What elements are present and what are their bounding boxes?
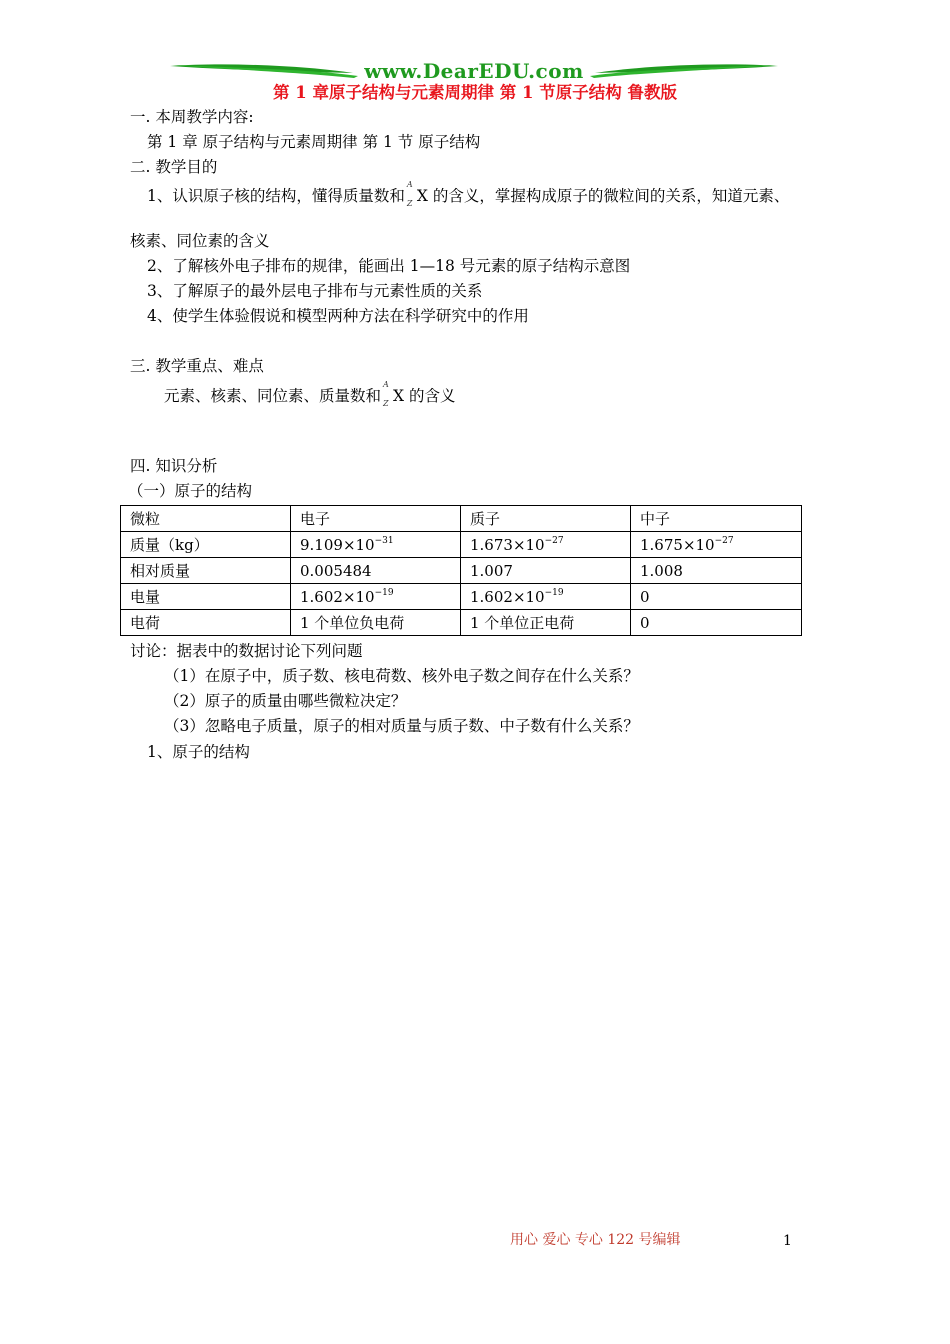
nuclide-symbol: [381, 380, 393, 408]
table-header-cell: 质子: [461, 506, 631, 532]
table-row: [121, 532, 802, 558]
goal-4: 4、使学生体验假说和模型两种方法在科学研究中的作用: [147, 307, 529, 325]
table-header-cell: 微粒: [121, 506, 291, 532]
section-2-heading: 二. 教学目的: [130, 158, 218, 176]
next-section-heading: 1、原子的结构: [147, 743, 250, 761]
cell-exponent: −27: [544, 535, 564, 546]
cell-exponent: −19: [374, 587, 394, 598]
goal-1-text-b: X 的含义，掌握构成原子的微粒间的关系，知道元素、: [416, 187, 790, 205]
mass-number-symbol: A: [383, 380, 389, 389]
table-row: [121, 584, 802, 610]
table-cell: 0: [631, 610, 802, 636]
cell-exponent: −19: [544, 587, 564, 598]
table-cell: 1 个单位负电荷: [291, 610, 461, 636]
table-header-cell: 中子: [631, 506, 802, 532]
cell-exponent: −27: [714, 535, 734, 546]
goal-2: 2、了解核外电子排布的规律，能画出 1—18 号元素的原子结构示意图: [147, 257, 631, 275]
subsection-heading: （一）原子的结构: [128, 482, 253, 500]
row-label: 质量（kg）: [121, 532, 291, 558]
row-label: 电荷: [121, 610, 291, 636]
mass-number-symbol: A: [406, 180, 413, 189]
atomic-number-symbol: Z: [406, 199, 413, 208]
discussion-question-2: （2）原子的质量由哪些微粒决定？: [164, 692, 407, 710]
discussion-question-1: （1）在原子中，质子数、核电荷数、核外电子数之间存在什么关系？: [164, 667, 639, 685]
cell-value: 1.675×10: [640, 535, 715, 554]
row-label: 电量: [121, 584, 291, 610]
nuclide-symbol: [405, 180, 417, 208]
table-row: [121, 610, 802, 636]
table-row: [121, 558, 802, 584]
cell-value: 1.673×10: [470, 535, 545, 554]
table-cell: [461, 584, 631, 610]
particle-properties-table: [120, 505, 802, 636]
cell-value: 1.602×10: [300, 587, 375, 606]
key-points-text-a: 元素、核素、同位素、质量数和: [164, 387, 382, 405]
goal-1-continuation: 核素、同位素的含义: [130, 232, 270, 250]
table-cell: [291, 584, 461, 610]
atomic-number-symbol: Z: [383, 399, 389, 408]
site-name: www.DearEDU.com: [364, 59, 584, 83]
goal-1-line: [147, 180, 790, 208]
goal-1-text-a: 1、认识原子核的结构，懂得质量数和: [147, 187, 405, 205]
discussion-question-3: （3）忽略电子质量，原子的相对质量与质子数、中子数有什么关系？: [164, 717, 639, 735]
table-cell: [631, 532, 802, 558]
table-header-cell: 电子: [291, 506, 461, 532]
footer-text: 用心 爱心 专心 122 号编辑: [510, 1232, 681, 1248]
table-header-row: [121, 506, 802, 532]
table-cell: 1.008: [631, 558, 802, 584]
section-4-heading: 四. 知识分析: [130, 457, 218, 475]
table-cell: 1 个单位正电荷: [461, 610, 631, 636]
key-points-line: [164, 380, 456, 408]
goal-3: 3、了解原子的最外层电子排布与元素性质的关系: [147, 282, 483, 300]
discussion-intro: 讨论：据表中的数据讨论下列问题: [130, 642, 363, 660]
cell-exponent: −31: [374, 535, 394, 546]
site-banner: [168, 56, 780, 86]
cell-value: 9.109×10: [300, 535, 375, 554]
cell-value: 1.602×10: [470, 587, 545, 606]
page-number: 1: [783, 1233, 792, 1249]
document-title: 第 1 章原子结构与元素周期律 第 1 节原子结构 鲁教版: [273, 83, 677, 102]
section-1-content: 第 1 章 原子结构与元素周期律 第 1 节 原子结构: [147, 133, 481, 151]
table-cell: [461, 532, 631, 558]
row-label: 相对质量: [121, 558, 291, 584]
table-cell: 0: [631, 584, 802, 610]
section-3-heading: 三. 教学重点、难点: [130, 357, 264, 375]
table-cell: 0.005484: [291, 558, 461, 584]
section-1-heading: 一. 本周教学内容:: [130, 108, 254, 126]
table-cell: [291, 532, 461, 558]
table-cell: 1.007: [461, 558, 631, 584]
key-points-text-b: X 的含义: [393, 387, 456, 405]
